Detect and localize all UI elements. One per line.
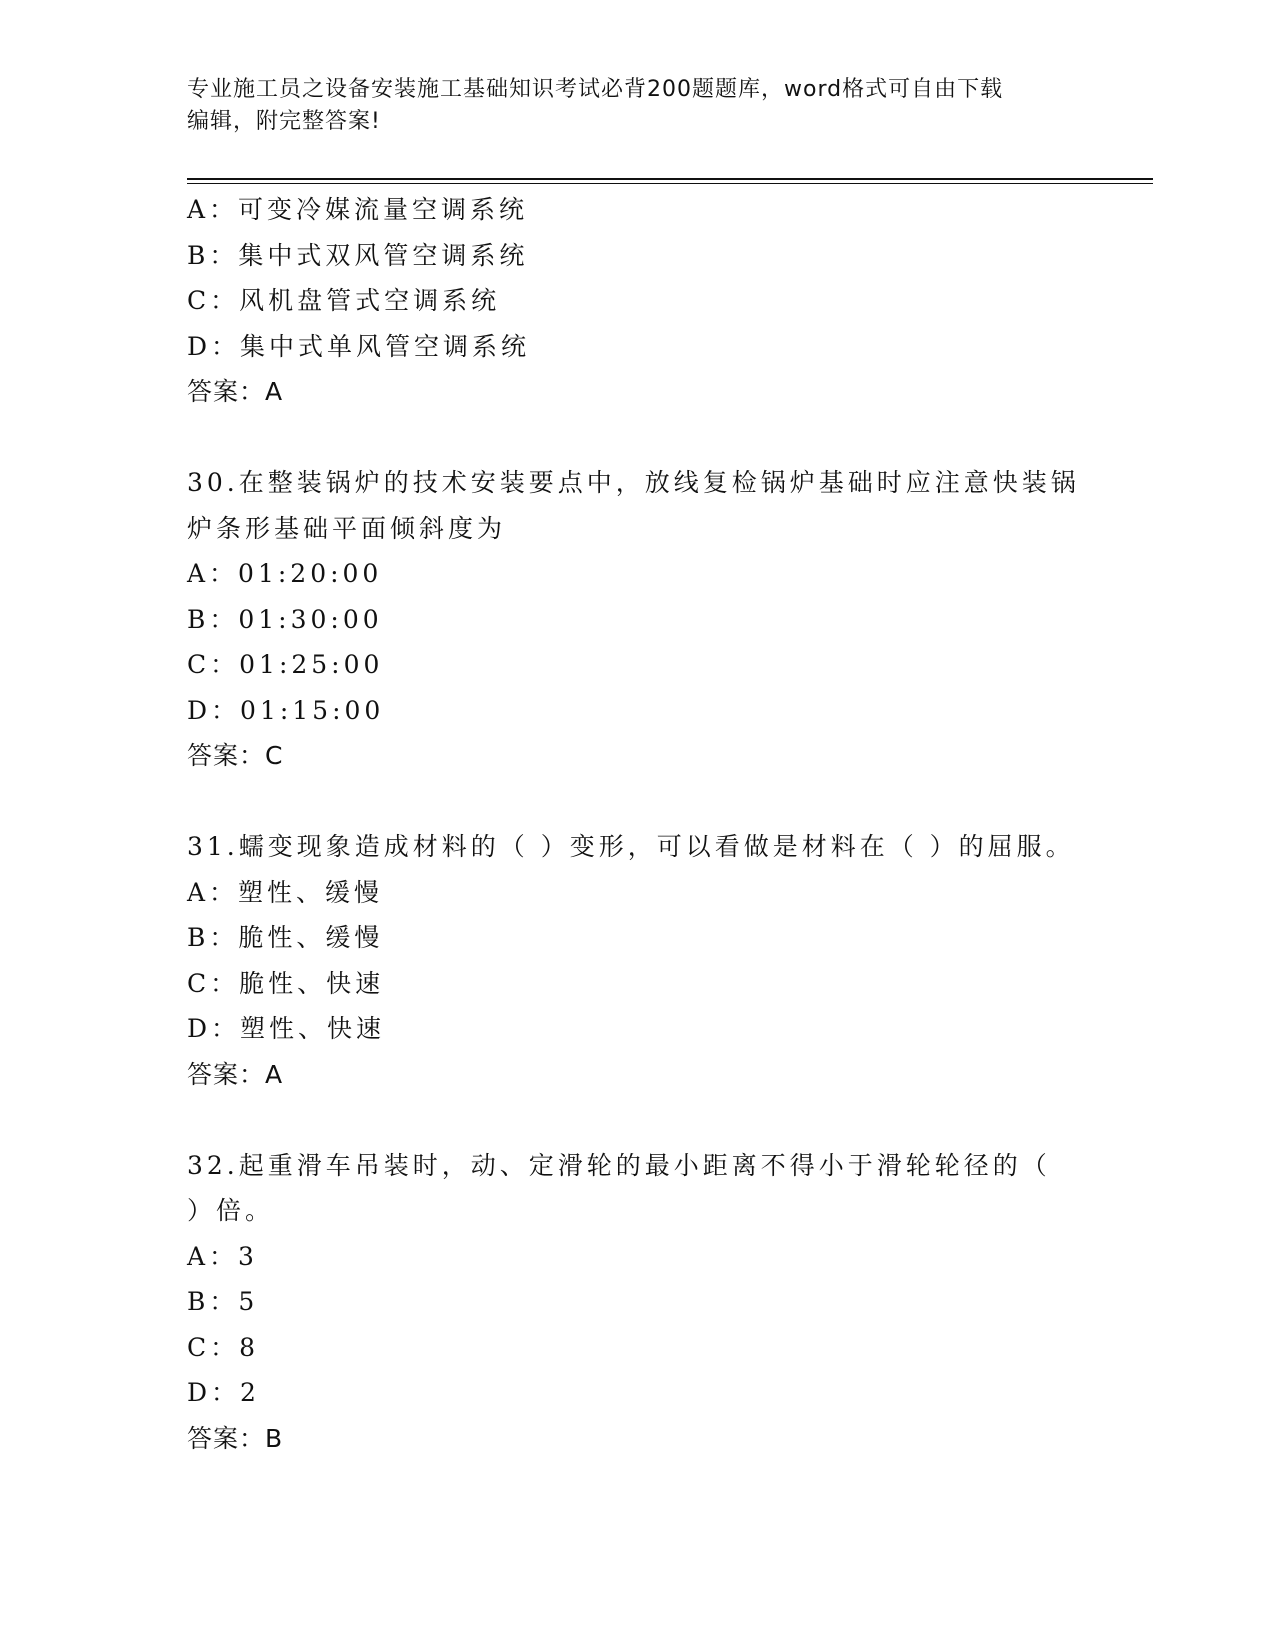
question-block-32 [187,1143,1137,1462]
option-b: B：5 [187,1287,259,1316]
option-a: A：塑性、缓慢 [187,877,384,907]
header-line-1: 专业施工员之设备安装施工基础知识考试必背200题题库，word格式可自由下载 [187,77,1004,102]
option-c: C：01:25:00 [187,650,384,679]
question-stem-line-1: 31.蠕变现象造成材料的（ ）变形，可以看做是材料在（ ）的屈服。 [187,832,1075,861]
header-line-2: 编辑，附完整答案! [187,109,381,134]
question-list [187,187,1137,1461]
option-d: D：塑性、快速 [187,1014,386,1043]
question-stem-line-1: 30.在整装锅炉的技术安装要点中，放线复检锅炉基础时应注意快装锅 [187,468,1080,497]
option-a: A：01:20:00 [187,559,383,588]
document-header [187,74,1087,138]
option-a: A：可变冷媒流量空调系统 [187,195,529,224]
answer-line: 答案：A [187,377,284,406]
option-a: A：3 [187,1241,258,1271]
option-b: B：脆性、缓慢 [187,923,384,952]
option-d: D：2 [187,1378,260,1407]
answer-line: 答案：B [187,1423,284,1453]
option-c: C：脆性、快速 [187,968,385,998]
option-c: C：风机盘管式空调系统 [187,286,501,315]
spacer [187,415,1137,461]
spacer [187,1097,1137,1143]
spacer [187,779,1137,825]
answer-line: 答案：A [187,1059,284,1089]
option-c: C：8 [187,1332,260,1362]
question-block-29 [187,187,1137,415]
question-stem-line-2: 炉条形基础平面倾斜度为 [187,513,507,543]
question-stem-line-2: ）倍。 [187,1196,275,1225]
option-d: D：01:15:00 [187,695,385,725]
question-block-30 [187,460,1137,779]
option-b: B：01:30:00 [187,604,383,634]
answer-line: 答案：C [187,741,284,770]
question-block-31 [187,824,1137,1097]
option-d: D：集中式单风管空调系统 [187,331,531,361]
question-stem-line-1: 32.起重滑车吊装时，动、定滑轮的最小距离不得小于滑轮轮径的（ [187,1150,1051,1180]
header-divider-thick [187,178,1153,180]
option-b: B：集中式双风管空调系统 [187,240,529,270]
header-divider-thin [187,183,1153,184]
